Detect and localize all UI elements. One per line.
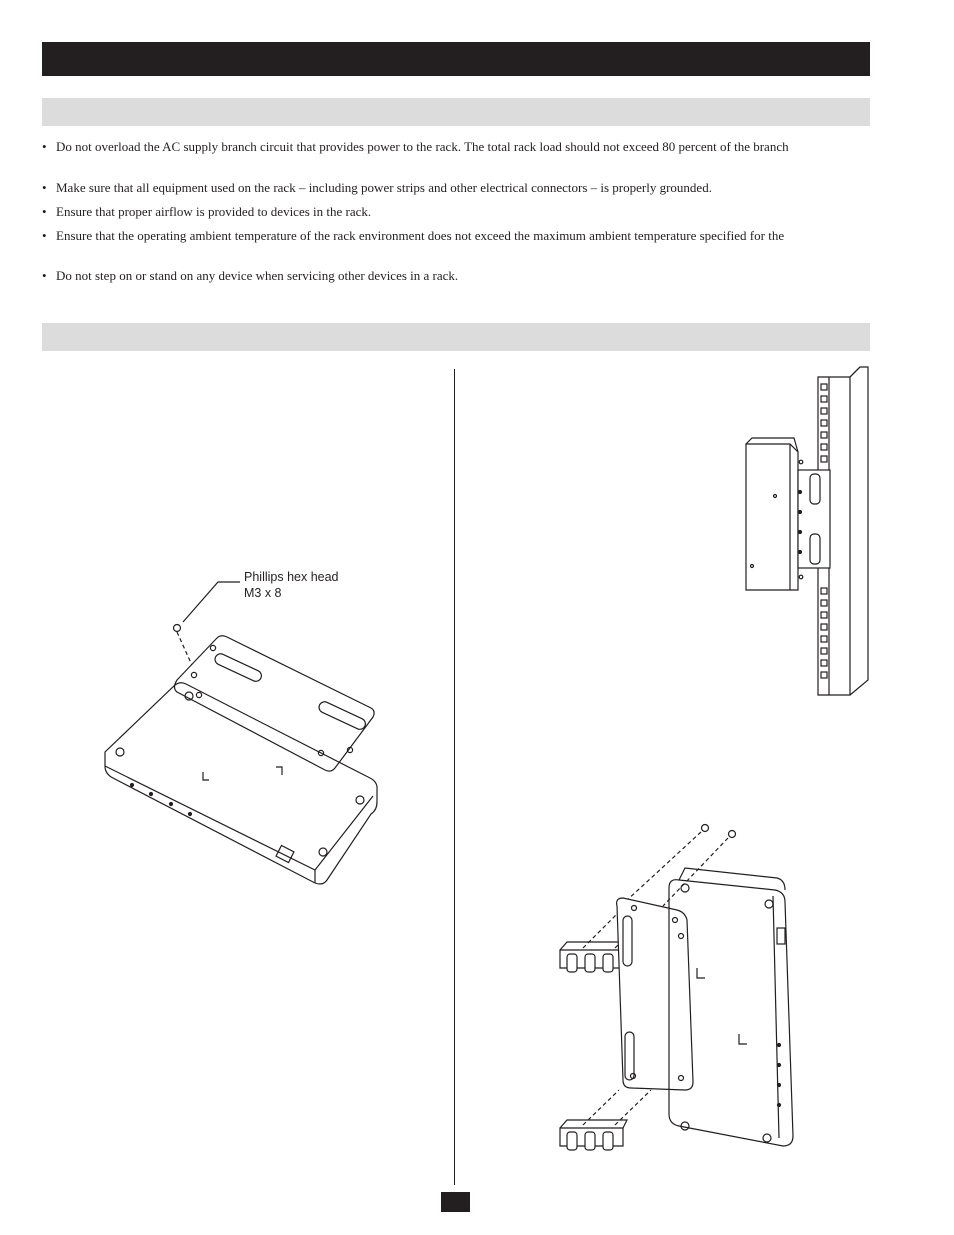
bullet-text: Make sure that all equipment used on the rack – including power strips and other electrical connectors – is properly grounded. xyxy=(56,180,712,195)
bullet-text: Ensure that proper airflow is provided to devices in the rack. xyxy=(56,204,372,219)
bullet-symbol: • xyxy=(42,268,47,283)
bullet-symbol: • xyxy=(42,139,47,154)
screw-callout-line2: M3 x 8 xyxy=(244,586,282,600)
bullet-text: Do not overload the AC supply branch circuit that provides power to the rack. The total rack load should not exceed 80 percent of the branch xyxy=(56,139,789,154)
column-divider xyxy=(454,369,455,1185)
bracket-attach-illustration xyxy=(95,580,395,890)
bullet-symbol: • xyxy=(42,180,47,195)
bullet-text: Do not step on or stand on any device when servicing other devices in a rack. xyxy=(56,268,459,283)
section-header-bar-mounting xyxy=(42,323,870,351)
rack-mounted-device-illustration xyxy=(740,362,875,700)
bullet-text: Ensure that the operating ambient temperature of the rack environment does not exceed the maximum ambient temperature specified for the xyxy=(56,228,785,243)
bullet-symbol: • xyxy=(42,204,47,219)
screw-callout-label xyxy=(244,569,339,601)
screw-callout-line1: Phillips hex head xyxy=(244,570,339,584)
bullet-symbol: • xyxy=(42,228,47,243)
page-title-bar xyxy=(42,42,870,76)
cable-clip-bracket-illustration xyxy=(555,820,795,1165)
section-header-bar-safety xyxy=(42,98,870,126)
page-number-tab xyxy=(441,1192,470,1212)
